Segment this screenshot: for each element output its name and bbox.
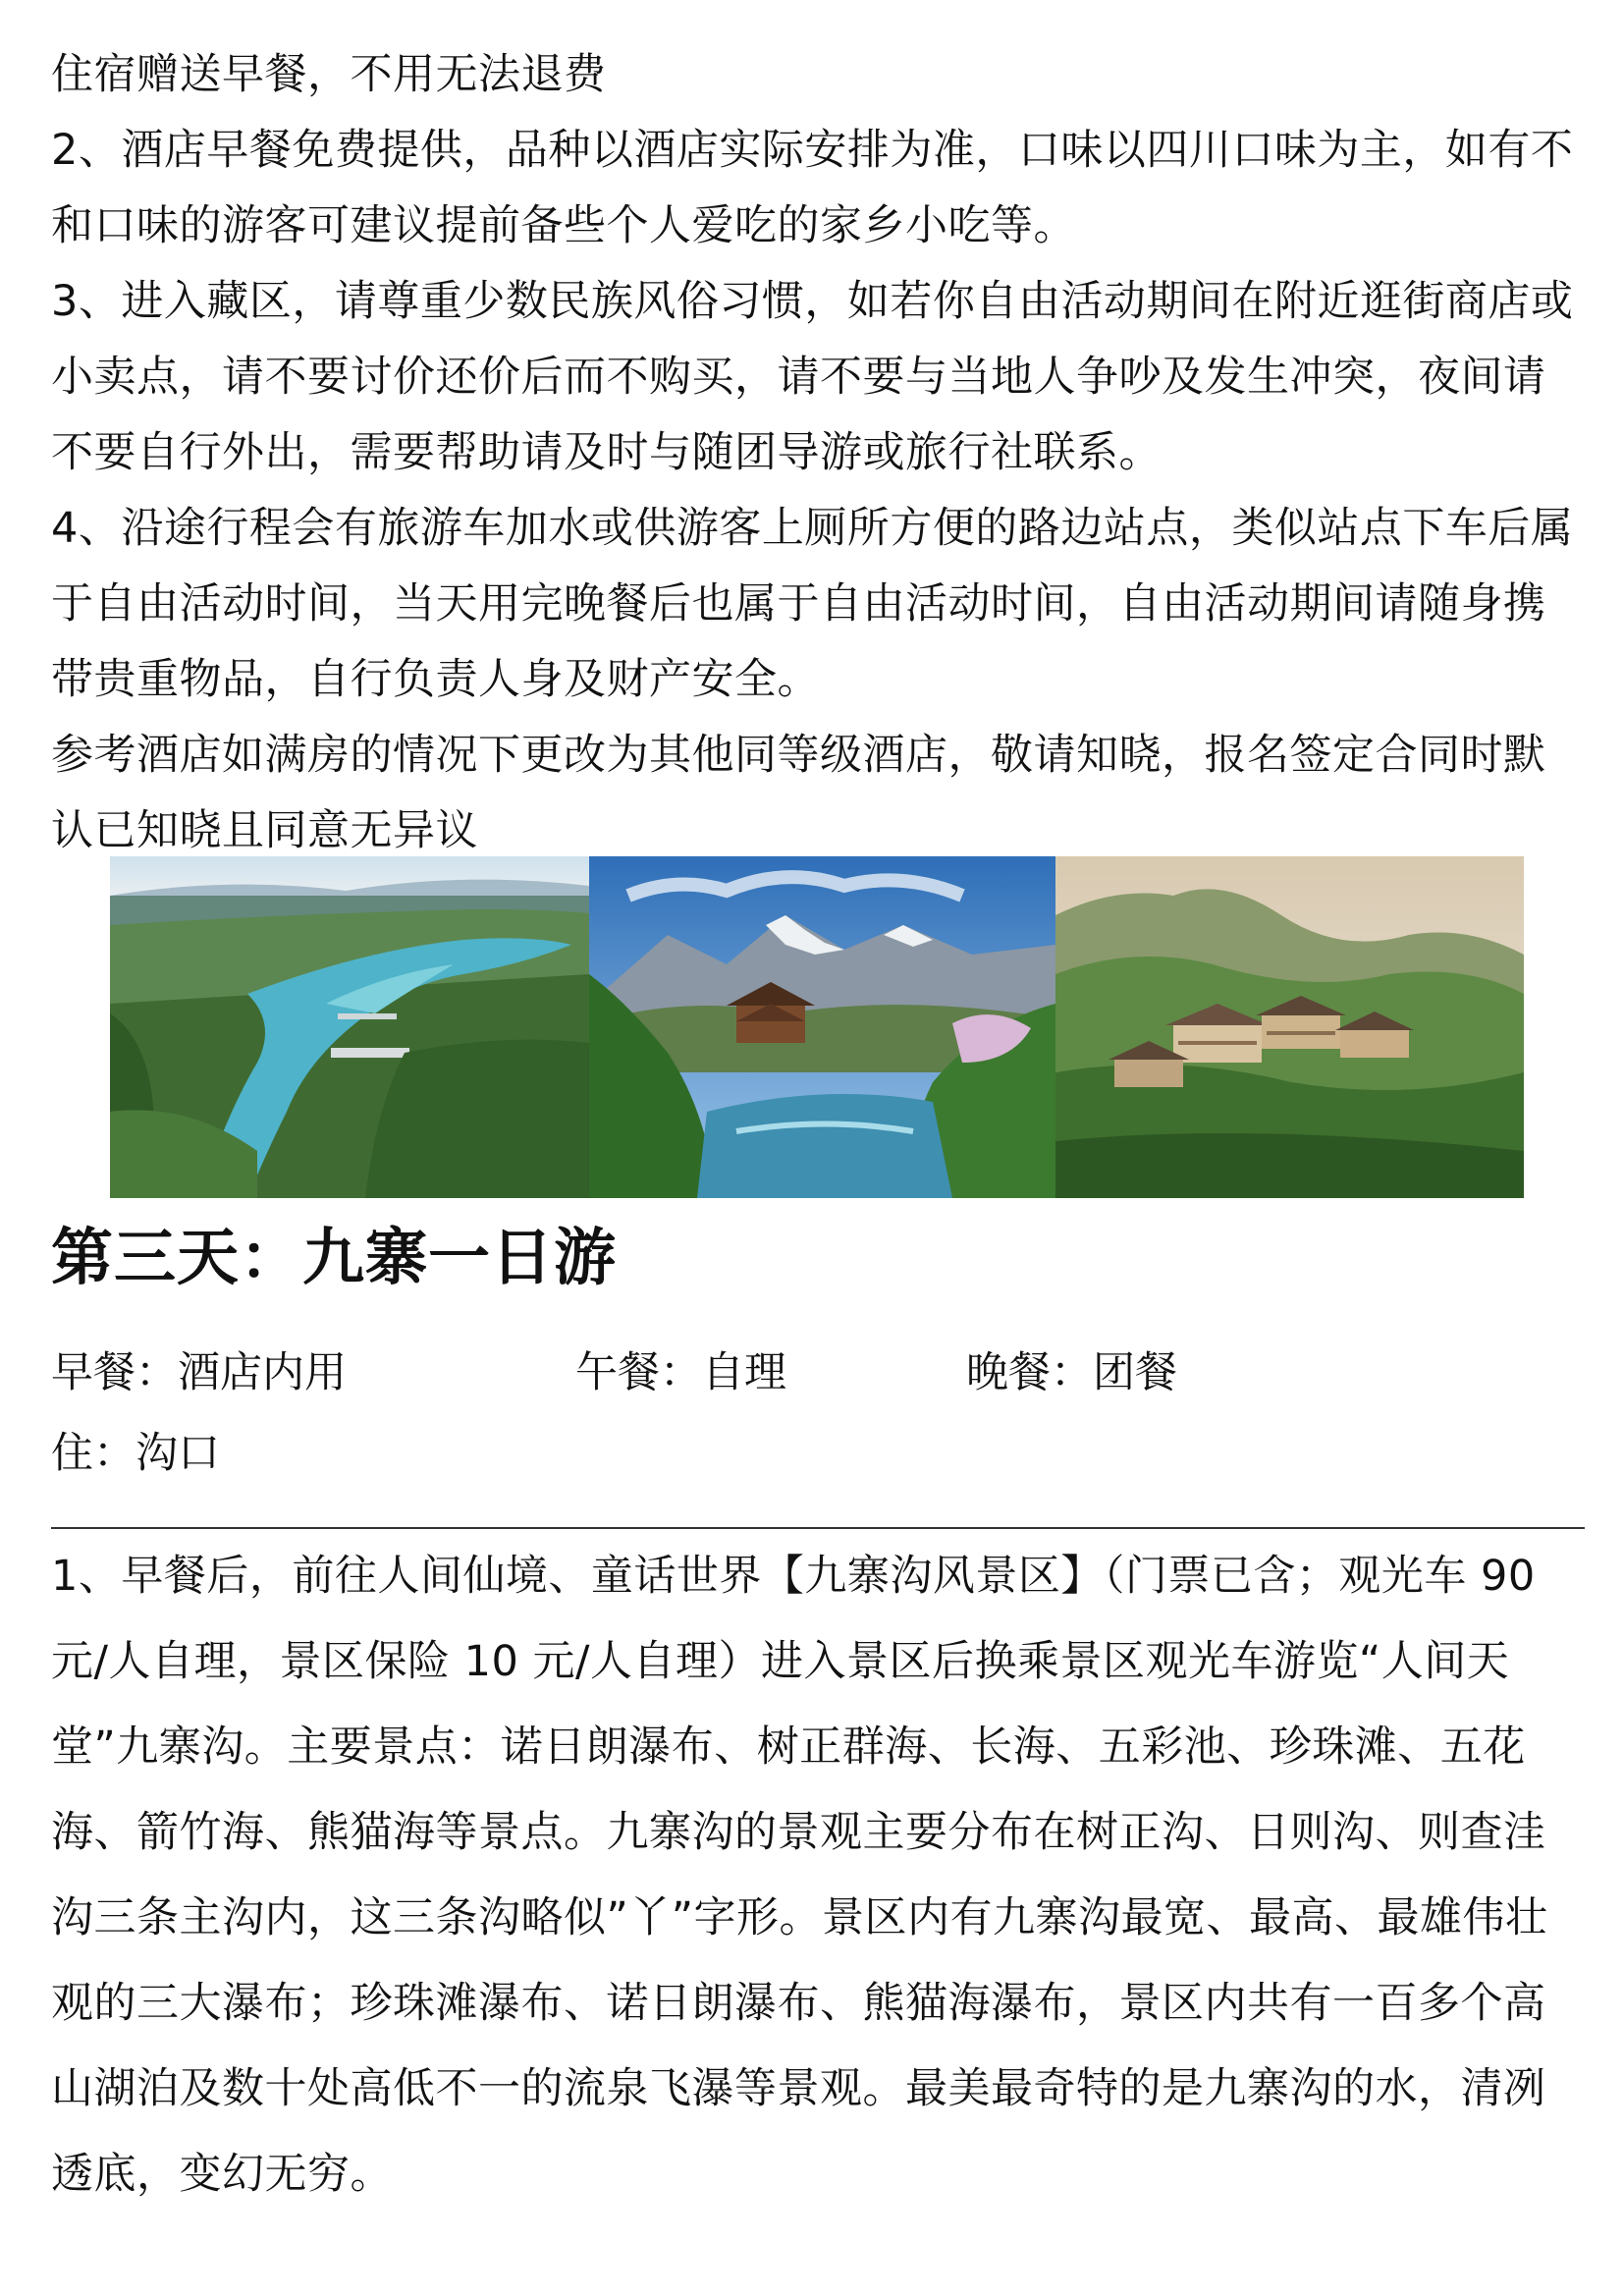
photo-strip [110,856,1524,1198]
note-item-4: 4、沿途行程会有旅游车加水或供游客上厕所方便的路边站点，类似站点下车后属于自由活动时间，当天用完晚餐后也属于自由活动时间，自由活动期间请随身携带贵重物品，自行负责人身及财产安全。 [51,504,1574,704]
breakfast-info: 早餐：酒店内用 [51,1348,347,1397]
note-item-3: 3、进入藏区，请尊重少数民族风俗习惯，如若你自由活动期间在附近逛街商店或小卖点，请不要讨价还价后而不购买，请不要与当地人争吵及发生冲突，夜间请不要自行外出，需要帮助请及时与随团导游或旅行社联系。 [51,277,1574,477]
note-breakfast-gift: 住宿赠送早餐，不用无法退费 [51,50,607,99]
dinner-info: 晚餐：团餐 [966,1348,1177,1397]
day-title: 第三天：九寨一日游 [51,1222,617,1293]
stay-info: 住：沟口 [51,1429,220,1478]
photo-river-valley [110,856,589,1198]
note-hotel: 参考酒店如满房的情况下更改为其他同等级酒店，敬请知晓，报名签定合同时默认已知晓且同意无异议 [51,731,1546,855]
notes-section [51,37,1585,869]
note-item-2: 2、酒店早餐免费提供，品种以酒店实际安排为准，口味以四川口味为主，如有不和口味的游客可建议提前备些个人爱吃的家乡小吃等。 [51,126,1574,250]
day-description: 1、早餐后，前往人间仙境、童话世界【九寨沟风景区】（门票已含；观光车 90 元/人自理，景区保险 10 元/人自理）进入景区后换乘景区观光车游览“人间天堂”九寨沟。主要景点：诺日朗瀑布、树正群海、长海、五彩池、珍珠滩、五花海、箭竹海、熊猫海等景点。九寨沟的景观主要分布在树正沟、日则沟、则查洼沟三条主沟内，这三条沟略似”丫”字形。景区内有九寨沟最宽、最高、最雄伟壮观的三大瀑布；珍珠滩瀑布、诺日朗瀑布、熊猫海瀑布，景区内共有一百多个高山湖泊及数十处高低不一的流泉飞瀑等景观。最美最奇特的是九寨沟的水，清冽透底，变幻无穷。 [51,1552,1548,2199]
photo-mountain-river [589,856,1055,1198]
section-divider [51,1527,1585,1529]
lunch-info: 午餐：自理 [575,1348,786,1397]
photo-hotel-hills [1055,856,1524,1198]
